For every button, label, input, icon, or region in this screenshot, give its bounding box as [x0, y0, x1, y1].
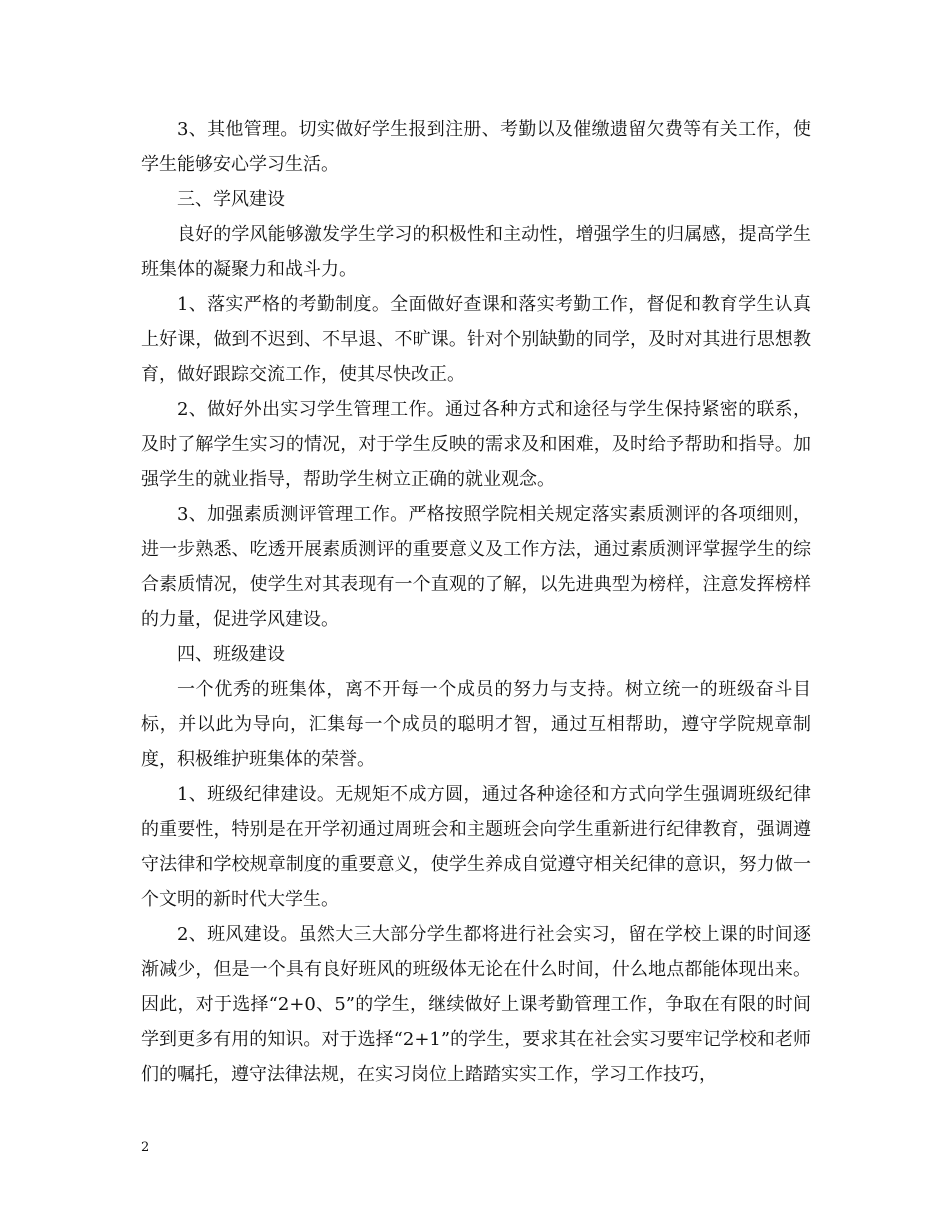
paragraph-class-building-intro: 一个优秀的班集体，离不开每一个成员的努力与支持。树立统一的班级奋斗目标，并以此为导向，汇集每一个成员的聪明才智，通过互相帮助，遵守学院规章制度，积极维护班集体的荣誉。 — [141, 679, 811, 770]
paragraph-attendance-system: 1、落实严格的考勤制度。全面做好查课和落实考勤工作，督促和教育学生认真上好课，做到不迟到、不早退、不旷课。针对个别缺勤的同学，及时对其进行思想教育，做好跟踪交流工作，使其尽快改正。 — [141, 294, 811, 385]
section-heading-class-building: 四、班级建设 — [177, 644, 285, 665]
paragraph-other-management: 3、其他管理。切实做好学生报到注册、考勤以及催缴遗留欠费等有关工作，使学生能够安心学习生活。 — [141, 119, 811, 175]
paragraph-study-style-intro: 良好的学风能够激发学生学习的积极性和主动性，增强学生的归属感，提高学生班集体的凝聚力和战斗力。 — [141, 224, 811, 280]
page-number: 2 — [141, 1140, 150, 1155]
paragraph-quality-evaluation: 3、加强素质测评管理工作。严格按照学院相关规定落实素质测评的各项细则，进一步熟悉、吃透开展素质测评的重要意义及工作方法，通过素质测评掌握学生的综合素质情况，使学生对其表现有一个直观的了解，以先进典型为榜样，注意发挥榜样的力量，促进学风建设。 — [141, 504, 811, 630]
paragraph-internship-management: 2、做好外出实习学生管理工作。通过各种方式和途径与学生保持紧密的联系，及时了解学生实习的情况，对于学生反映的需求及和困难，及时给予帮助和指导。加强学生的就业指导，帮助学生树立正确的就业观念。 — [141, 399, 811, 490]
paragraph-class-discipline: 1、班级纪律建设。无规矩不成方圆，通过各种途径和方式向学生强调班级纪律的重要性，特别是在开学初通过周班会和主题班会向学生重新进行纪律教育，强调遵守法律和学校规章制度的重要意义，使学生养成自觉遵守相关纪律的意识，努力做一个文明的新时代大学生。 — [141, 784, 811, 910]
document-body — [141, 112, 811, 1092]
paragraph-class-style: 2、班风建设。虽然大三大部分学生都将进行社会实习，留在学校上课的时间逐渐减少，但是一个具有良好班风的班级体无论在什么时间，什么地点都能体现出来。因此，对于选择“2+0、5”的学生，继续做好上课考勤管理工作，争取在有限的时间学到更多有用的知识。对于选择“2+1”的学生，要求其在社会实习要牢记学校和老师们的嘱托，遵守法律法规，在实习岗位上踏踏实实工作，学习工作技巧， — [141, 924, 811, 1085]
section-heading-study-style: 三、学风建设 — [177, 189, 285, 210]
